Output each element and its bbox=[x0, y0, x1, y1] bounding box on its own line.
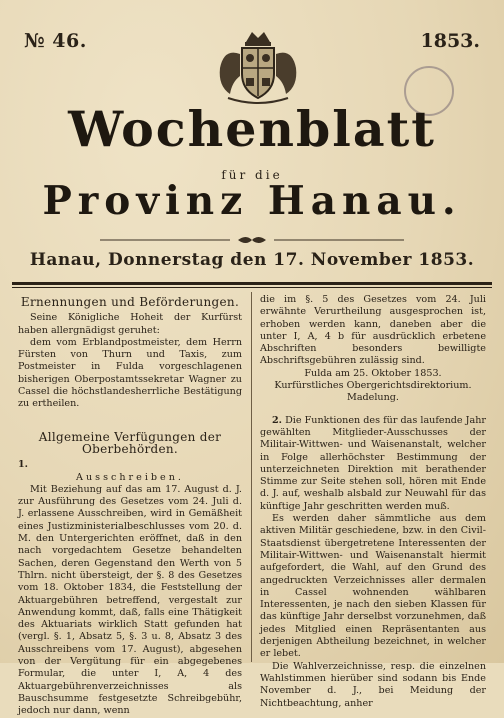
left-column bbox=[18, 294, 242, 718]
newspaper-subtitle: Provinz Hanau. bbox=[42, 178, 462, 224]
dateline: Hanau, Donnerstag den 17. November 1853. bbox=[29, 250, 475, 270]
ornament-divider-icon bbox=[100, 235, 404, 245]
section-heading-appointments: Ernennungen und Beförderungen. bbox=[20, 295, 240, 309]
paragraph: Die Funktionen des für das laufende Jahr gewählten Mitglieder-Ausschusses der Militair-Wittwen- und Waisenanstalt, welcher in Folge allerhöchster Bestimmung der unterzeichneten Direktion mit berathender Stimme zur Seite stehen soll, hören mit Ende d. J. auf, weshalb alsbald zur Neuwahl für das künftige Jahr geschritten werden muß. bbox=[260, 414, 486, 512]
title-connector: für die bbox=[221, 168, 283, 182]
paragraph: Die Wahlverzeichnisse, resp. die einzelnen Wahlstimmen hierüber sind sodann bis Ende November d. J., bei Meidung der Nichtbeachtung, anher bbox=[260, 660, 486, 709]
masthead-rule bbox=[12, 282, 492, 285]
paragraph: die im §. 5 des Gesetzes vom 24. Juli erwähnte Verurtheilung ausgesprochen ist, erhoben werden kann, daneben aber die unter I, A, 4 b für ausdrücklich erbetene Abschriften besonders bewilligte Abschriftsgebühren zulässig sind. bbox=[260, 294, 486, 367]
paragraph: Seine Königliche Hoheit der Kurfürst haben allergnädigst geruhet: bbox=[18, 312, 242, 336]
right-column bbox=[260, 294, 486, 710]
newspaper-title: Wochenblatt bbox=[68, 100, 436, 158]
date-line: Fulda am 25. Oktober 1853. bbox=[304, 367, 442, 379]
item-number: 1. bbox=[18, 459, 29, 471]
item-number: 2. bbox=[272, 414, 283, 426]
signature-authority: Kurfürstliches Obergerichtsdirektorium. bbox=[274, 380, 472, 392]
coat-of-arms-icon bbox=[212, 28, 304, 110]
paragraph: dem vom Erblandpostmeister, dem Herrn Fürsten von Thurn und Taxis, zum Postmeister in Fulda vorgeschlagenen bisherigen Oberpostamtssekretar Wagner zu Cassel die höchstlandesherrliche Bestätigung zu ertheilen. bbox=[18, 336, 242, 410]
issue-number: № 46. bbox=[24, 30, 87, 52]
masthead-rule-thin bbox=[12, 287, 492, 288]
item-heading: Ausschreiben. bbox=[76, 471, 184, 483]
paragraph: Mit Beziehung auf das am 17. August d. J. zur Ausführung des Gesetzes vom 24. Juli d. J. erlassene Ausschreiben, wird in Gemäßheit eines Justizministerialbeschlusses vom 20. d. M. den Untergerichten eröffnet, daß in den nach vorgedachtem Gesetze behandelten Sachen, deren Gegenstand den Werth von 5 Thlrn. nicht übersteigt, der §. 8 des Gesetzes vom 18. Oktober 1834, die Feststellung der Aktuargebühren betreffend, vergestalt zur Anwendung kommt, daß, falls eine Thätigkeit des Aktuariats wirklich Statt gefunden hat (vergl. §. 1, Absatz 5, §. 3 u. 8, Absatz 3 des Ausschreibens vom 17. August), abgesehen von der Vergütung für ein abgegebenes Formular, die unter I, A, 4 des Aktuargebührenverzeichnisses als Bauschsumme festgesetzte Schreibgebühr, jedoch nur dann, wenn bbox=[18, 483, 242, 717]
paragraph: Es werden daher sämmtliche aus dem aktiven Militär geschiedene, bzw. in den Civil-Staatsdienst übergetretene Interessenten der Militair-Wittwen- und Waisenanstalt hiermit aufgefordert, die Wahl, auf den Grund des angedruckten Verzeichnisses aller dermalen in Cassel wohnenden wählbaren Interessenten, je nach den sieben Klassen für das künftige Jahr derselbst vorzunehmen, daß jedes Mitglied einen Repräsentanten aus derjenigen Abtheilung bezeichnet, in welcher er lebet. bbox=[260, 513, 486, 660]
signature-name: Madelung. bbox=[347, 392, 399, 404]
section-heading-ordinances: Allgemeine Verfügungen der Oberbehörden. bbox=[38, 429, 222, 456]
issue-year: 1853. bbox=[420, 30, 480, 52]
column-divider bbox=[251, 292, 252, 662]
